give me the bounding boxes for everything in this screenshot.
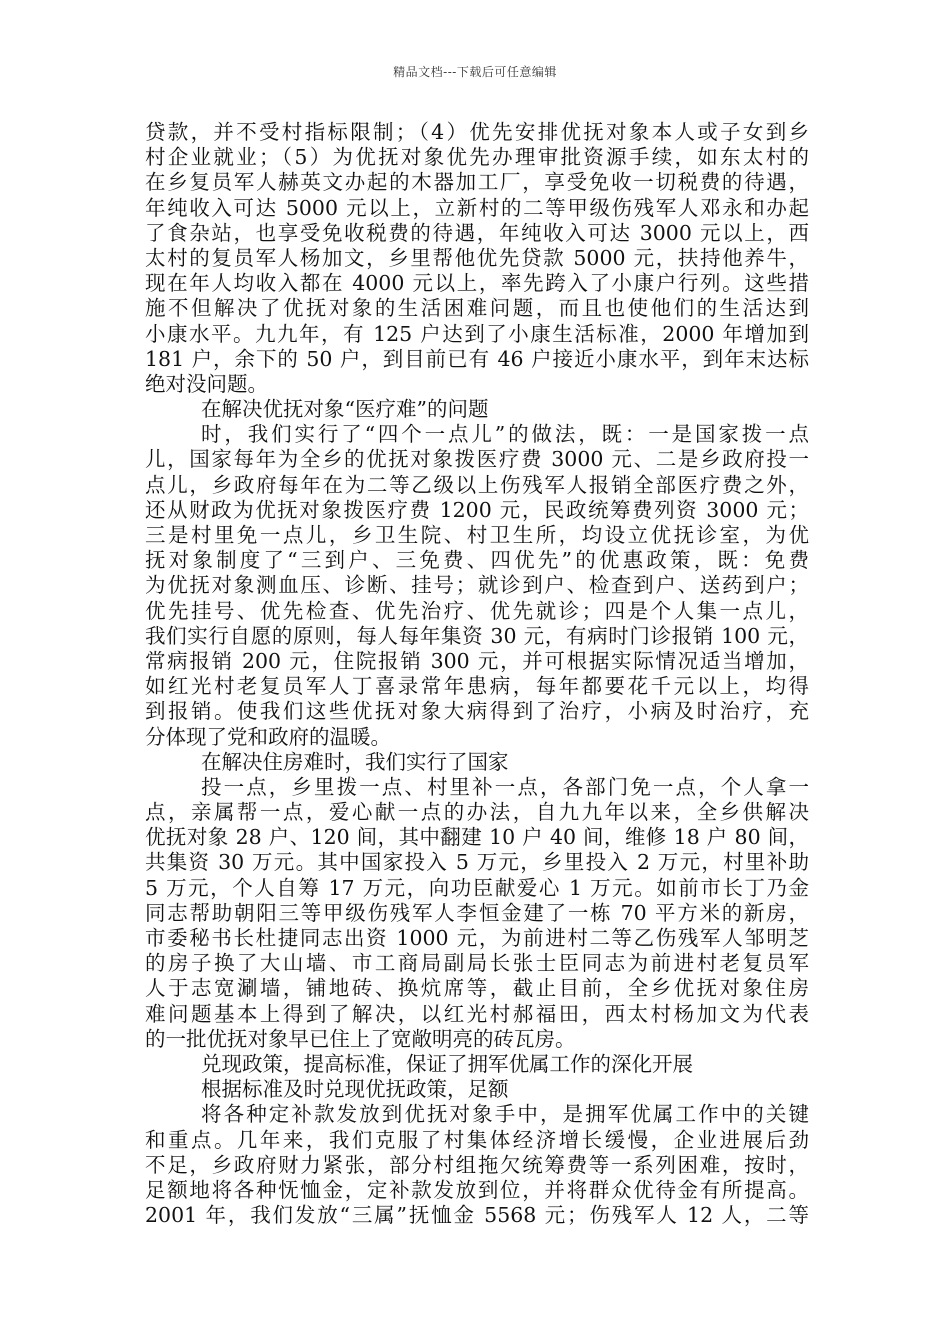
text-line: 年纯收入可达 5000 元以上，立新村的二等甲级伤残军人邓永和办起 (145, 195, 809, 220)
text-line: 不足，乡政府财力紧张，部分村组拖欠统筹费等一系列困难，按时， (145, 1152, 809, 1177)
text-line: 在解决优抚对象“医疗难”的问题 (201, 397, 489, 422)
text-line: 还从财政为优抚对象拨医疗费 1200 元，民政统筹费列资 3000 元； (145, 497, 809, 522)
text-line: 同志帮助朝阳三等甲级伤残军人李恒金建了一栋 70 平方米的新房， (145, 900, 809, 925)
text-line: 为优抚对象测血压、诊断、挂号；就诊到户、检查到户、送药到户； (145, 573, 809, 598)
text-line: 到报销。使我们这些优抚对象大病得到了治疗，小病及时治疗，充 (145, 699, 809, 724)
body-text (145, 120, 809, 1228)
text-line: 优先挂号、优先检查、优先治疗、优先就诊；四是个人集一点儿， (145, 598, 809, 623)
text-line: 如红光村老复员军人丁喜录常年患病，每年都要花千元以上，均得 (145, 674, 809, 699)
text-line: 太村的复员军人杨加文，乡里帮他优先贷款 5000 元，扶持他养牛， (145, 245, 809, 270)
text-line: 点，亲属帮一点，爱心献一点的办法，自九九年以来，全乡供解决 (145, 800, 809, 825)
text-line: 抚对象制度了“三到户、三免费、四优先”的优惠政策，既：免费 (145, 548, 809, 573)
text-line: 难问题基本上得到了解决，以红光村郝福田，西太村杨加文为代表 (145, 1001, 809, 1026)
text-line: 点儿，乡政府每年在为二等乙级以上伤残军人报销全部医疗费之外， (145, 472, 809, 497)
text-line: 5 万元，个人自筹 17 万元，向功臣献爱心 1 万元。如前市长丁乃金 (145, 875, 809, 900)
text-line: 了食杂站，也享受免收税费的待遇，年纯收入可达 3000 元以上，西 (145, 220, 809, 245)
text-line: 施不但解决了优抚对象的生活困难问题，而且也使他们的生活达到 (145, 296, 809, 321)
page-header: 精品文档---下载后可任意编辑 (393, 65, 557, 79)
text-line: 根据标准及时兑现优抚政策，足额 (201, 1077, 509, 1102)
text-line: 181 户，余下的 50 户，到目前已有 46 户接近小康水平，到年末达标 (145, 346, 809, 371)
text-line: 在解决住房难时，我们实行了国家 (201, 749, 509, 774)
text-line: 将各种定补款发放到优抚对象手中，是拥军优属工作中的关键 (201, 1102, 809, 1127)
text-line: 足额地将各种怃恤金，定补款发放到位，并将群众优待金有所提高。 (145, 1177, 809, 1202)
text-line: 和重点。几年来，我们克服了村集体经济增长缓慢，企业进展后劲 (145, 1127, 809, 1152)
text-line: 投一点，乡里拨一点、村里补一点，各部门免一点，个人拿一 (201, 774, 809, 799)
text-line: 在乡复员军人赫英文办起的木器加工厂，享受免收一切税费的待遇， (145, 170, 809, 195)
text-line: 市委秘书长杜捷同志出资 1000 元，为前进村二等乙伤残军人邹明芝 (145, 926, 809, 950)
text-line: 小康水平。九九年，有 125 户达到了小康生活标准，2000 年增加到 (145, 321, 809, 346)
text-line: 人于志宽涮墙，铺地砖、换炕席等，截止目前，全乡优抚对象住房 (145, 976, 809, 1001)
text-line: 绝对没问题。 (145, 371, 268, 396)
text-line: 我们实行自愿的原则，每人每年集资 30 元，有病时门诊报销 100 元， (145, 623, 809, 648)
text-line: 的房子换了大山墙、市工商局副局长张士臣同志为前进村老复员军 (145, 951, 809, 976)
text-line: 分体现了党和政府的温暖。 (145, 724, 391, 749)
text-line: 时，我们实行了“四个一点儿”的做法，既：一是国家拨一点 (201, 422, 809, 447)
text-line: 常病报销 200 元，住院报销 300 元，并可根据实际情况适当增加， (145, 648, 809, 673)
text-line: 现在年人均收入都在 4000 元以上，率先跨入了小康户行列。这些措 (145, 271, 809, 296)
text-line: 共集资 30 万元。其中国家投入 5 万元，乡里投入 2 万元，村里补助 (145, 850, 809, 875)
text-line: 村企业就业；（5）为优抚对象优先办理审批资源手续，如东太村的 (145, 145, 809, 170)
text-line: 贷款，并不受村指标限制；（4）优先安排优抚对象本人或子女到乡 (145, 120, 809, 144)
text-line: 的一批优抚对象早已住上了宽敞明亮的砖瓦房。 (145, 1026, 576, 1051)
text-line: 优抚对象 28 户、120 间，其中翻建 10 户 40 间，维修 18 户 80 间， (145, 825, 809, 850)
text-line: 兑现政策，提高标准，保证了拥军优属工作的深化开展 (201, 1051, 693, 1076)
text-line: 2001 年，我们发放“三属”抚恤金 5568 元；伤残军人 12 人，二等 (145, 1203, 809, 1228)
text-line: 三是村里免一点儿，乡卫生院、村卫生所，均设立优抚诊室，为优 (145, 523, 809, 547)
text-line: 儿，国家每年为全乡的优抚对象拨医疗费 3000 元、二是乡政府投一 (145, 447, 809, 472)
